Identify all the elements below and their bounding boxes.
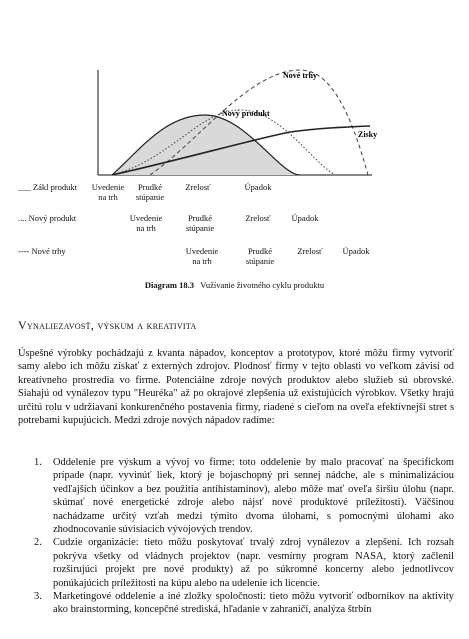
idea-sources-list — [18, 456, 454, 617]
list-item: 1. Oddelenie pre výskum a vývoj vo firme: toto oddelenie by malo pracovať na špecifickom prípade (napr. vyvinúť liek, ktorý je bojaschopný pri sennej nádche, ale s minimalizáciou vedľajších účinkov a bez použitia antihistamínov), alebo môže mať oveľa širšiu úlohu (napr. skúmať nové energetické zdroje alebo nájsť nové produktové príležitosti). Väčšinou nachádzame určitý vzťah medzi týmito dvoma úlohami, s pomocnými úlohami ako zhodnocovanie súvisiacich vývojových trendov. — [34, 457, 454, 536]
stage-introduction: Uvedenie na trh — [129, 213, 163, 233]
label-new-markets: Nové trhy — [283, 71, 317, 80]
caption-number: Diagram 18.3 — [144, 280, 194, 290]
row-label: ___ Zákl produkt — [18, 182, 78, 192]
list-item: 2. Cudzie organizácie: tieto môžu poskytovať trvalý zdroj vynálezov a zlepšení. Ich rozsah pokrýva všetky od vládnych projektov (napr. vesmírny program NASA, ktorý začlenil rozširujúci projekt pre nové produkty) až po súkromné koncerny alebo jednotlivcov ponúkajúcich príležitosti na kúpu alebo na udelenie ich licencie. — [34, 537, 454, 589]
base-product-area — [112, 115, 300, 175]
row-label: ---- Nové trhy — [18, 246, 66, 256]
caption-text: Vužívanie životného cyklu produktu — [200, 280, 325, 290]
stage-decline: Úpadok — [342, 246, 370, 256]
product-life-cycle-diagram — [0, 0, 469, 280]
stage-decline: Úpadok — [244, 182, 272, 192]
stage-maturity: Zrelosť — [245, 213, 271, 223]
stage-growth: Prudké stúpanie — [185, 213, 215, 233]
label-profit: Zisky — [358, 130, 378, 139]
stage-introduction: Uvedenie na trh — [91, 182, 125, 202]
stage-maturity: Zrelosť — [297, 246, 323, 256]
list-item: 3. Marketingové oddelenie a iné zložky spoločnosti: tieto môžu vytvoriť odborníkov na aktivity ako brainstorming, koncepčné strediská, hľadanie v zahraničí, analýza štrbín — [34, 591, 454, 616]
diagram-caption — [0, 280, 469, 290]
stage-growth: Prudké stúpanie — [135, 182, 165, 202]
section-heading: Vynaliezavosť, výskum a kreativita — [18, 318, 197, 332]
intro-paragraph: Úspešné výrobky pochádzajú z kvanta nápadov, konceptov a prototypov, ktoré môžu firmy vytvoriť samy alebo ich môžu získať z externých zdrojov. Plodnosť firmy v tejto oblasti vo veľkom závisí od kreatívneho prostredia vo firme. Potenciálne zdroje nových produktov alebo služieb sú obrovské. Siahajú od vynálezov typu "Heuréka" až po okrajové zlepšenia už existujúcich výrobkov. Všetky hrajú určitú rolu v udržiavaní konkurenčného postavenia firmy, riadené s cieľom na oveľa efektívnejší stret s potrebami kupujúcich. Medzi zdroje nových nápadov radíme: — [18, 348, 454, 427]
stage-growth: Prudké stúpanie — [245, 246, 275, 266]
stage-maturity: Zrelosť — [185, 182, 211, 192]
label-new-product: Nový produkt — [222, 109, 270, 118]
stage-decline: Úpadok — [291, 213, 319, 223]
stage-introduction: Uvedenie na trh — [185, 246, 219, 266]
row-label: .... Nový produkt — [18, 213, 77, 223]
